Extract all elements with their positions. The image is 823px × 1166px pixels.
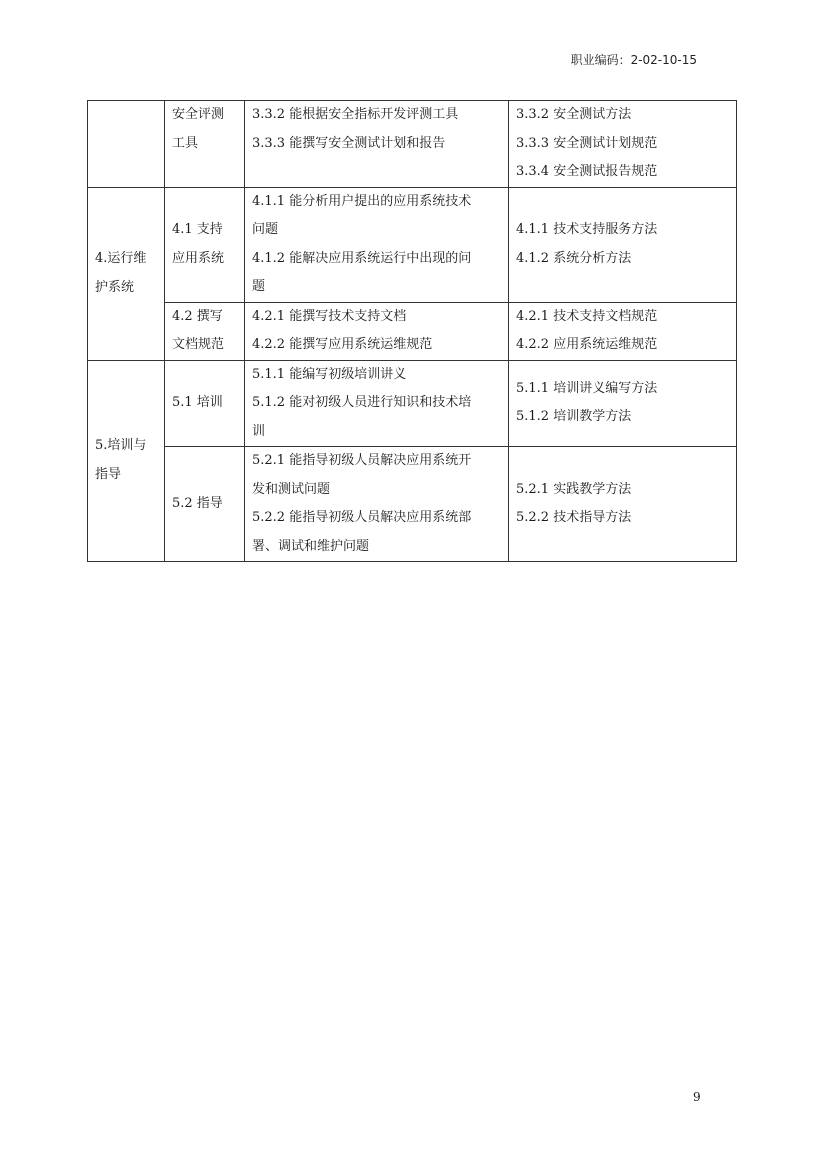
skill-requirements-cell: 4.1.1 能分析用户提出的应用系统技术 问题 4.1.2 能解决应用系统运行中出现的问 题 <box>245 187 509 302</box>
table-row <box>88 302 737 360</box>
skills-table <box>87 100 737 562</box>
category-cell: 4.运行维 护系统 <box>88 187 165 360</box>
skill-requirements-cell: 4.2.1 能撰写技术支持文档 4.2.2 能撰写应用系统运维规范 <box>245 302 509 360</box>
skill-requirements-cell: 5.1.1 能编写初级培训讲义 5.1.2 能对初级人员进行知识和技术培 训 <box>245 360 509 447</box>
table-row <box>88 101 737 188</box>
table-row <box>88 360 737 447</box>
related-knowledge-cell: 5.1.1 培训讲义编写方法 5.1.2 培训教学方法 <box>509 360 737 447</box>
work-content-cell: 5.1 培训 <box>165 360 245 447</box>
page-number: 9 <box>693 1090 701 1104</box>
skill-requirements-cell: 5.2.1 能指导初级人员解决应用系统开 发和测试问题 5.2.2 能指导初级人员解决应用系统部 署、调试和维护问题 <box>245 447 509 562</box>
category-cell: 5.培训与 指导 <box>88 360 165 562</box>
work-content-cell: 安全评测 工具 <box>165 101 245 188</box>
category-cell <box>88 101 165 188</box>
related-knowledge-cell: 4.2.1 技术支持文档规范 4.2.2 应用系统运维规范 <box>509 302 737 360</box>
table-row <box>88 447 737 562</box>
table-row <box>88 187 737 302</box>
related-knowledge-cell: 4.1.1 技术支持服务方法 4.1.2 系统分析方法 <box>509 187 737 302</box>
work-content-cell: 4.1 支持 应用系统 <box>165 187 245 302</box>
related-knowledge-cell: 3.3.2 安全测试方法 3.3.3 安全测试计划规范 3.3.4 安全测试报告规范 <box>509 101 737 188</box>
work-content-cell: 4.2 撰写 文档规范 <box>165 302 245 360</box>
occupation-code: 职业编码：2-02-10-15 <box>570 53 697 67</box>
related-knowledge-cell: 5.2.1 实践教学方法 5.2.2 技术指导方法 <box>509 447 737 562</box>
work-content-cell: 5.2 指导 <box>165 447 245 562</box>
skill-requirements-cell: 3.3.2 能根据安全指标开发评测工具 3.3.3 能撰写安全测试计划和报告 <box>245 101 509 188</box>
